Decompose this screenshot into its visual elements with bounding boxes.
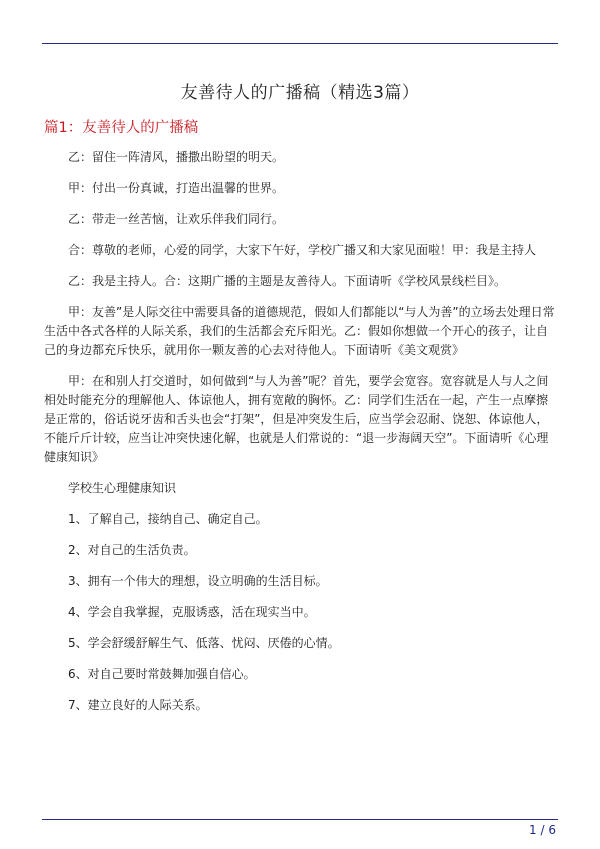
list-item: 3、拥有一个伟大的理想，设立明确的生活目标。 [68, 574, 328, 588]
paragraph: 甲：友善”是人际交往中需要具备的道德规范，假如人们都能以“与人为善”的立场去处理日常生活中各式各样的人际关系，我们的生活都会充斥阳光。乙：假如你想做一个开心的孩子，让自己的身边都充斥快乐，就用你一颗友善的心去对待他人。下面请听《美文观赏》 [44, 305, 555, 357]
paragraph: 甲：在和别人打交道时，如何做到“与人为善”呢？首先，要学会宽容。宽容就是人与人之间相处时能充分的理解他人、体谅他人，拥有宽敞的胸怀。乙：同学们生活在一起，产生一点摩擦是正常的，俗话说牙齿和舌头也会“打架”，但是冲突发生后，应当学会忍耐、饶恕、体谅他人，不能斤斤计较，应当让冲突快速化解，也就是人们常说的：“退一步海阔天空”。下面请听《心理健康知识》 [44, 374, 549, 464]
list-item: 5、学会舒缓舒解生气、低落、忧闷、厌倦的心情。 [68, 636, 340, 650]
section-heading: 篇1：友善待人的广播稿 [44, 120, 199, 136]
list-item: 2、对自己的生活负责。 [68, 543, 196, 557]
document-title: 友善待人的广播稿（精选3篇） [180, 83, 420, 103]
paragraph: 合：尊敬的老师，心爱的同学，大家下午好，学校广播又和大家见面啦！甲：我是主持人 [68, 243, 537, 257]
list-item: 1、了解自己，接纳自己、确定自己。 [68, 512, 268, 526]
page-number: 1 / 6 [529, 823, 556, 837]
knowledge-list [44, 510, 557, 715]
document-body [44, 148, 557, 727]
header-rule [42, 43, 558, 44]
paragraph: 乙：带走一丝苦恼，让欢乐伴我们同行。 [68, 212, 285, 226]
list-item: 4、学会自我掌握，克服诱惑，活在现实当中。 [68, 605, 316, 619]
footer-rule [42, 819, 558, 820]
knowledge-heading: 学校生心理健康知识 [68, 481, 177, 495]
paragraph: 乙：我是主持人。合：这期广播的主题是友善待人。下面请听《学校风景线栏目》。 [68, 274, 507, 288]
list-item: 6、对自己要时常鼓舞加强自信心。 [68, 667, 256, 681]
list-item: 7、建立良好的人际关系。 [68, 698, 208, 712]
paragraph: 甲：付出一份真诚，打造出温馨的世界。 [68, 181, 285, 195]
paragraph: 乙：留住一阵清风，播撒出盼望的明天。 [68, 150, 285, 164]
